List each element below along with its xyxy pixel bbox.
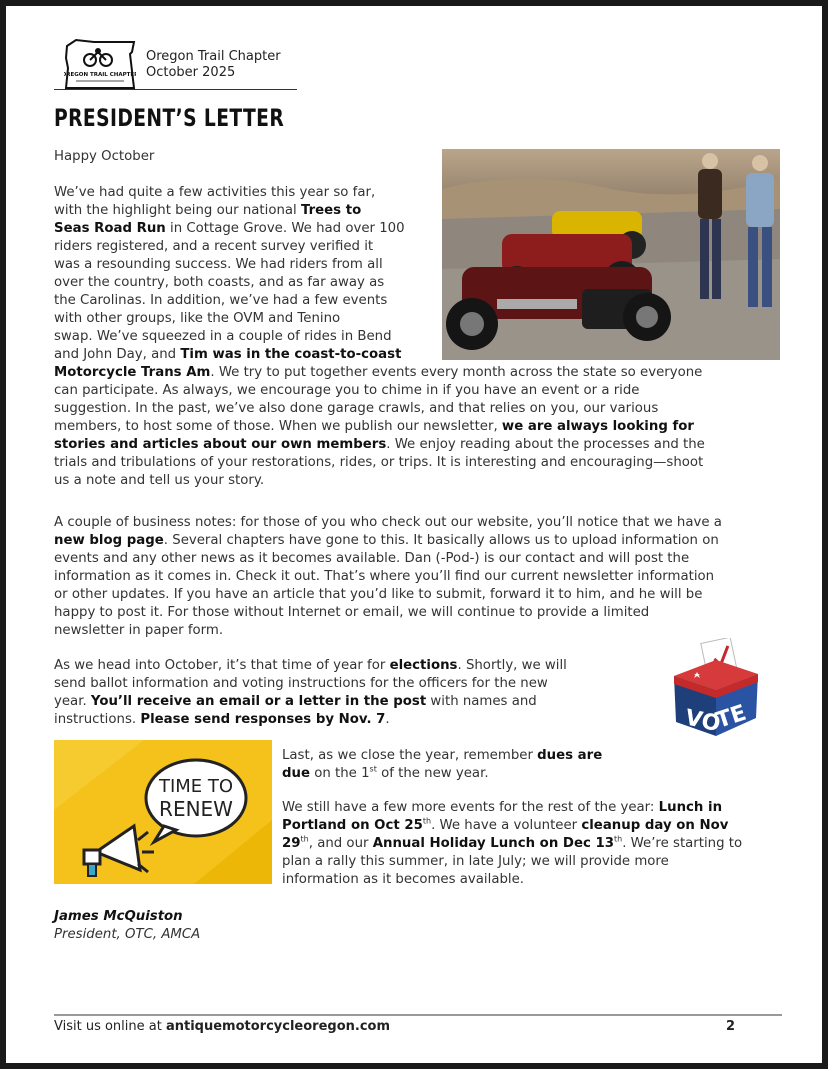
- vote-ballot-box-image: [664, 638, 764, 738]
- text: plan a rally this summer, in late July; we will provide more: [282, 854, 669, 869]
- highlight: You’ll receive an email or a letter in the post: [90, 694, 427, 709]
- highlight: Please send responses by Nov. 7: [140, 712, 386, 727]
- text: Last, as we close the year, remember: [282, 748, 538, 763]
- text: with names and: [426, 694, 537, 709]
- superscript: th: [422, 816, 432, 826]
- header-divider: [54, 89, 297, 90]
- superscript: st: [369, 764, 377, 774]
- signature-name: James McQuiston: [54, 909, 183, 924]
- logo-text: OREGON TRAIL CHAPTER: [64, 72, 136, 78]
- highlight: Portland on Oct 25: [282, 818, 423, 833]
- website-link[interactable]: antiquemotorcycleoregon.com: [165, 1019, 391, 1034]
- signature-role: President, OTC, AMCA: [54, 927, 201, 942]
- text: information as it becomes available.: [282, 872, 525, 887]
- text: was a resounding success. We had riders from all: [54, 257, 383, 272]
- paragraph-events: [282, 799, 782, 889]
- highlight: elections: [389, 658, 458, 673]
- text: members, to host some of those. When we publish our newsletter,: [54, 419, 502, 434]
- highlight: Motorcycle Trans Am: [54, 365, 211, 380]
- text: A couple of business notes: for those of you who check out our website, you’ll notice that we have a: [54, 515, 722, 530]
- greeting: Happy October: [54, 149, 155, 164]
- highlight: new blog page: [54, 533, 164, 548]
- text: with the highlight being our national: [54, 203, 301, 218]
- renew-text-a: TIME TO: [158, 776, 234, 797]
- vote-text-b: TE: [713, 700, 750, 734]
- paragraph-activities: [54, 184, 774, 490]
- text: . We have a volunteer: [431, 818, 582, 833]
- chapter-name: Oregon Trail Chapter: [146, 49, 281, 64]
- text: can participate. As always, we encourage you to chime in if you have an event or a ride: [54, 383, 640, 398]
- text: of the new year.: [376, 766, 489, 781]
- page-title: PRESIDENT’S LETTER: [54, 104, 285, 132]
- paragraph-elections: [54, 657, 654, 729]
- text: in Cottage Grove. We had over 100: [165, 221, 405, 236]
- text: We still have a few more events for the rest of the year:: [282, 800, 659, 815]
- text: happy to post it. For those without Internet or email, we will continue to provide a limited: [54, 605, 650, 620]
- paragraph-business: [54, 514, 784, 640]
- text: over the country, both coasts, and as far away as: [54, 275, 385, 290]
- highlight: due: [282, 766, 311, 781]
- text: We’ve had quite a few activities this year so far,: [54, 185, 376, 200]
- footer-divider: [54, 1014, 782, 1016]
- superscript: th: [613, 834, 623, 844]
- highlight: Annual Holiday Lunch on Dec 13: [372, 836, 614, 851]
- text: . Several chapters have gone to this. It basically allows us to upload information on: [163, 533, 719, 548]
- issue-date: October 2025: [146, 65, 236, 80]
- renew-text-b: RENEW: [159, 797, 233, 821]
- highlight: Trees to: [300, 203, 362, 218]
- text: with other groups, like the OVM and Tenino: [54, 311, 341, 326]
- highlight: Tim was in the coast-to-coast: [180, 347, 402, 362]
- page-number: 2: [726, 1019, 736, 1034]
- text: send ballot information and voting instructions for the officers for the new: [54, 676, 548, 691]
- text: riders registered, and a recent survey verified it: [54, 239, 374, 254]
- text: . Shortly, we will: [457, 658, 567, 673]
- highlight: stories and articles about our own members: [54, 437, 387, 452]
- text: events and any other news as it becomes available. Dan (-Pod-) is our contact and will post the: [54, 551, 690, 566]
- text: suggestion. In the past, we’ve also done garage crawls, and that relies on you, our various: [54, 401, 659, 416]
- text: , and our: [308, 836, 373, 851]
- text: swap. We’ve squeezed in a couple of rides in Bend: [54, 329, 392, 344]
- newsletter-page: [6, 6, 822, 1063]
- vote-text-a: VO: [682, 705, 723, 738]
- text: newsletter in paper form.: [54, 623, 224, 638]
- text: and John Day, and: [54, 347, 181, 362]
- paragraph-dues: [282, 747, 632, 783]
- highlight: we are always looking for: [501, 419, 694, 434]
- highlight: Seas Road Run: [54, 221, 166, 236]
- text: instructions.: [54, 712, 141, 727]
- footer-prefix: Visit us online at: [54, 1019, 166, 1034]
- time-to-renew-image: [54, 740, 272, 884]
- highlight: Lunch in: [658, 800, 723, 815]
- text: us a note and tell us your story.: [54, 473, 265, 488]
- highlight: cleanup day on Nov: [581, 818, 729, 833]
- highlight: 29: [282, 836, 301, 851]
- text: . We enjoy reading about the processes and the: [386, 437, 705, 452]
- highlight: dues are: [537, 748, 603, 763]
- footer-text: [54, 1019, 390, 1034]
- text: trials and tribulations of your restorations, rides, or trips. It is interesting and encouraging—shoot: [54, 455, 704, 470]
- text: or other updates. If you have an article that you’d like to submit, forward it to him, and he will be: [54, 587, 703, 602]
- text: . We’re starting to: [622, 836, 743, 851]
- text: As we head into October, it’s that time of year for: [54, 658, 390, 673]
- chapter-logo: [64, 38, 136, 92]
- text: . We try to put together events every month across the state so everyone: [210, 365, 703, 380]
- text: information as it comes in. Check it out. That’s where you’ll find our current newsletter information: [54, 569, 715, 584]
- text: the Carolinas. In addition, we’ve had a few events: [54, 293, 388, 308]
- superscript: th: [300, 834, 309, 844]
- text: year.: [54, 694, 91, 709]
- text: .: [385, 712, 390, 727]
- text: on the 1: [310, 766, 370, 781]
